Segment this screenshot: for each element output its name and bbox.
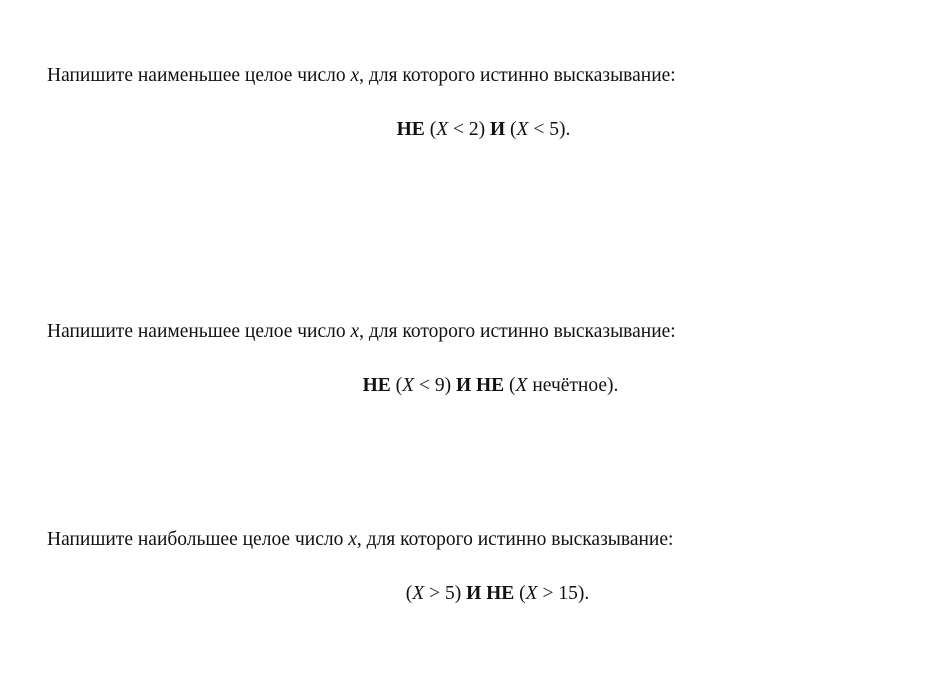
logic-operator: И НЕ xyxy=(455,375,505,396)
task-2-prompt xyxy=(47,320,676,344)
logic-operator: НЕ xyxy=(362,375,391,396)
formula-text: ( xyxy=(514,583,526,604)
formula-text: < 2) xyxy=(448,119,490,140)
formula-variable: X xyxy=(402,375,415,396)
formula-text: < 9) xyxy=(414,375,456,396)
prompt-text: , для которого истинно высказывание: xyxy=(356,529,674,550)
prompt-text: Напишите наименьшее целое число xyxy=(47,65,351,86)
prompt-variable: x xyxy=(350,321,360,342)
formula-variable: X xyxy=(412,583,425,604)
formula-text: нечётное). xyxy=(527,375,619,396)
prompt-variable: x xyxy=(350,65,360,86)
task-1-formula xyxy=(0,118,951,142)
task-3-formula xyxy=(0,582,951,606)
formula-variable: X xyxy=(515,375,528,396)
formula-text: ( xyxy=(405,583,413,604)
logic-operator: НЕ xyxy=(396,119,425,140)
formula-text: > 15). xyxy=(537,583,590,604)
formula-variable: X xyxy=(516,119,529,140)
prompt-variable: x xyxy=(348,529,357,550)
formula-text: ( xyxy=(505,119,517,140)
formula-text: ( xyxy=(504,375,516,396)
task-3-prompt xyxy=(47,528,673,552)
prompt-text: , для которого истинно высказывание: xyxy=(359,65,676,86)
logic-operator: И НЕ xyxy=(466,583,515,604)
prompt-text: , для которого истинно высказывание: xyxy=(359,321,676,342)
prompt-text: Напишите наибольшее целое число xyxy=(47,529,349,550)
formula-text: < 5). xyxy=(528,119,571,140)
formula-text: ( xyxy=(390,375,403,396)
task-2-formula xyxy=(0,374,951,398)
formula-variable: X xyxy=(525,583,538,604)
task-1-prompt xyxy=(47,64,676,88)
logic-operator: И xyxy=(490,119,506,140)
formula-text: ( xyxy=(424,119,437,140)
prompt-text: Напишите наименьшее целое число xyxy=(47,321,351,342)
formula-variable: X xyxy=(436,119,449,140)
formula-text: > 5) xyxy=(424,583,467,604)
